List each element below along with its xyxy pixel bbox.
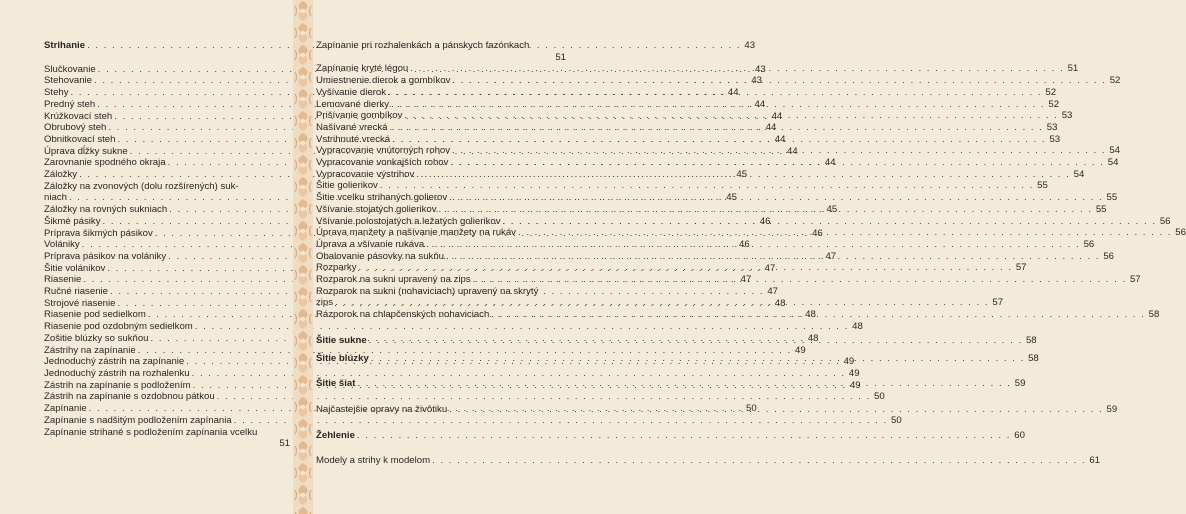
toc-page-number: 58 — [1028, 352, 1039, 364]
dot-leader — [357, 430, 1011, 442]
toc-entry-title: Úprava a všívanie rukáva — [316, 238, 425, 250]
toc-page-number: 49 — [849, 379, 861, 391]
toc-entry[interactable] — [44, 321, 863, 333]
toc-page-number: 50 — [745, 403, 757, 415]
toc-heading-title: Strihanie — [44, 40, 86, 51]
toc-page-number: 54 — [1107, 157, 1119, 169]
toc-page-number: 58 — [1148, 309, 1160, 321]
toc-page-number: 47 — [764, 262, 776, 274]
dot-leader — [491, 309, 1145, 321]
toc-page-number: 54 — [1073, 168, 1085, 180]
toc-page-number: 46 — [739, 239, 750, 251]
dot-leader — [371, 353, 1025, 365]
toc-entry-title: Záložky na rovných sukniach — [44, 204, 168, 216]
toc-entry-title: Stehy — [44, 87, 69, 99]
dot-leader — [449, 192, 1103, 204]
toc-entry-line: Záložky na zvonových (dolu rozšírených) suk- — [44, 180, 239, 192]
toc-entry-title: Volániky — [44, 239, 80, 251]
dot-leader — [359, 262, 1013, 274]
toc-entry-title: Vypracovanie výstrihov — [316, 168, 415, 180]
toc-entry-line: zips — [316, 297, 334, 309]
toc-page-number: 46 — [759, 215, 771, 227]
toc-page-number: 44 — [754, 98, 766, 110]
toc-page-number: 45 — [736, 169, 748, 181]
toc-page-number: 47 — [825, 250, 837, 262]
toc-page-number: 44 — [787, 145, 798, 157]
toc-page-number: 44 — [765, 122, 777, 134]
toc-entry-title: Úprava dĺžky sukne — [44, 145, 128, 157]
toc-entry-title: Vstrihnuté vrecká — [316, 133, 391, 145]
toc-page-number: 43 — [755, 63, 766, 75]
toc-entry-title: Riasenie pod sedielkom — [44, 309, 146, 321]
toc-entry-title: Zapínanie kryté légou — [316, 63, 409, 75]
toc-entry-title: Zástrih na zapínanie s podložením — [44, 379, 191, 391]
toc-entry-title: Vyšívanie dierok — [316, 86, 387, 98]
toc-entry[interactable] — [316, 180, 1048, 192]
dot-leader — [473, 274, 1127, 286]
dot-leader — [380, 180, 1034, 192]
toc-page-number: 52 — [1109, 75, 1121, 87]
toc-entry-title: Riasenie pod ozdobným sedielkom — [44, 321, 193, 333]
toc-page-number: 59 — [1014, 378, 1026, 390]
toc-page-number: 43 — [744, 40, 756, 51]
dot-leader — [426, 239, 1080, 251]
toc-page-number: 51 — [279, 438, 290, 450]
toc-entry[interactable] — [44, 391, 885, 403]
toc-page-number: 60 — [1014, 429, 1025, 441]
toc-entry-title: Všívanie polostojatých a ležatých golierikov — [316, 215, 501, 227]
toc-entry-title: Všívanie stojatých golierikov — [316, 203, 437, 215]
toc-page-number: 56 — [1159, 215, 1171, 227]
toc-entry-title: Jednoduchý zástrih na rozhalenku — [44, 367, 190, 379]
toc-page-number: 61 — [1089, 455, 1101, 467]
dot-leader — [503, 216, 1157, 228]
toc-entry-title: Prišívanie gombíkov — [316, 110, 403, 122]
toc-page-number: 44 — [771, 110, 783, 122]
toc-entry-title: Ručné riasenie — [44, 286, 108, 298]
toc-page-number: 47 — [740, 274, 752, 286]
toc-page-number: 49 — [848, 367, 860, 379]
toc-entry-title: Umiestnenie dierok a gombíkov — [316, 75, 451, 87]
toc-entry-title: Šitie šiat — [316, 378, 356, 390]
toc-page-number: 48 — [774, 297, 786, 309]
toc-page-number: 55 — [1106, 192, 1118, 204]
toc-entry-line: niach — [44, 192, 67, 204]
toc-page-number: 51 — [1067, 63, 1079, 75]
toc-entry-title: Zošitie blúzky so sukňou — [44, 332, 149, 344]
toc-page-number: 57 — [1015, 262, 1027, 274]
toc-page-number: 53 — [1061, 110, 1073, 122]
toc-entry-title: Úprava manžety a našívanie manžety na rukáv — [316, 227, 516, 239]
toc-entry-title: Krúžkovací steh — [44, 110, 113, 122]
toc-page-number: 52 — [1048, 98, 1060, 110]
toc-entry-title: Slučkovanie — [44, 63, 96, 75]
dot-leader — [410, 63, 1064, 75]
toc-page-number: 48 — [805, 309, 816, 321]
toc-page-number: 56 — [1083, 238, 1095, 250]
toc-page-number: 57 — [1129, 274, 1141, 286]
dot-leader — [450, 157, 1104, 169]
toc-page-number: 56 — [1175, 227, 1186, 239]
toc-entry[interactable] — [44, 414, 902, 427]
toc-entry-title: Obrubový steh — [44, 122, 107, 134]
toc-page-number: 44 — [774, 133, 786, 145]
dot-leader — [389, 122, 1043, 134]
toc-page-number: 50 — [874, 391, 885, 403]
toc-page-number: 51 — [555, 51, 566, 63]
toc-entry-line: Rozparok na sukni (nohaviciach) upravený na skrytý — [316, 285, 539, 297]
ornamental-border — [293, 0, 313, 514]
toc-entry-title: Vypracovanie vonkajších rohov — [316, 157, 449, 169]
dot-leader — [369, 332, 1023, 347]
dot-leader — [392, 134, 1046, 146]
toc-entry-title: Strojové riasenie — [44, 297, 116, 309]
toc-entry-title: Šitie golierikov — [316, 180, 378, 192]
dot-leader — [391, 99, 1045, 111]
toc-page-number: 48 — [807, 332, 819, 344]
toc-page-number: 45 — [726, 192, 737, 204]
toc-entry-title: Lemované dierky — [316, 98, 390, 110]
dot-leader — [449, 404, 1103, 416]
toc-section-modely[interactable] — [316, 455, 1101, 467]
toc-entry-title: Šikmé pásiky — [44, 215, 101, 227]
toc-entry-title: Žehlenie — [316, 429, 355, 441]
toc-entry-title: Šitie blúzky — [316, 352, 369, 364]
toc-entry-line: Zapínanie strihané s podložením zapínania vcelku — [44, 426, 258, 438]
dot-leader — [357, 378, 1011, 390]
toc-section-zehlenie[interactable] — [316, 429, 1025, 442]
toc-entry-title: Obnitkovací steh — [44, 133, 116, 145]
toc-entry-title: Zástrih na zapínanie s ozdobnou pátkou — [44, 391, 215, 403]
toc-entry-title: Príprava šikmých pásikov — [44, 227, 153, 239]
toc-page-number: 56 — [1103, 250, 1114, 262]
toc-page-number: 57 — [992, 297, 1004, 309]
toc-entry-title: Najčastejšie opravy na živôtiku — [316, 403, 448, 415]
toc-page-number: 48 — [852, 321, 863, 333]
toc-page-number: 55 — [1037, 180, 1048, 192]
dot-leader — [416, 169, 1070, 181]
toc-entry-title: Predný steh — [44, 98, 96, 110]
toc-page-number: 45 — [826, 204, 838, 216]
toc-entry-title: Zapínanie s nadšitým podložením zapínania — [44, 414, 232, 426]
toc-entry-title: Príprava pásikov na volániky — [44, 250, 167, 262]
toc-entry-title: Zarovnanie spodného okraja — [44, 157, 166, 169]
toc-page-number: 58 — [1025, 334, 1037, 346]
toc-entry-title: Modely a strihy k modelom — [316, 455, 431, 467]
toc-page-number: 55 — [1095, 203, 1107, 215]
toc-page-number: 54 — [1109, 145, 1121, 157]
toc-wrapped-entry[interactable] — [316, 40, 566, 63]
dot-leader — [335, 297, 989, 309]
dot-leader — [452, 75, 1106, 87]
toc-entry-title: Šitie vcelku strihaných golierov — [316, 192, 448, 204]
toc-entry-title: Rázporok na chlapčenských nohaviciach — [316, 309, 490, 321]
dot-leader — [439, 204, 1093, 216]
toc-entry-line: Zapínanie pri rozhalenkách a pánskych fazónkach — [316, 40, 530, 51]
toc-page-number: 46 — [812, 227, 823, 239]
toc-page-number: 49 — [843, 356, 855, 368]
toc-page-number: 52 — [1045, 86, 1057, 98]
toc-page-number: 43 — [751, 75, 762, 87]
toc-entry-title: Rozparky — [316, 262, 357, 274]
toc-wrapped-entry[interactable] — [44, 427, 290, 450]
toc-entry-title: Vypracovanie vnútorných rohov — [316, 145, 451, 157]
toc-page-number: 53 — [1046, 121, 1058, 133]
toc-entry[interactable] — [44, 344, 806, 357]
toc-entry[interactable] — [44, 367, 860, 380]
dot-leader — [432, 455, 1086, 467]
toc-entry-title: Šitie volánikov — [44, 262, 106, 274]
toc-entry-title: Záložky — [44, 169, 78, 181]
dot-leader — [452, 145, 1106, 157]
dot-leader — [404, 110, 1058, 122]
dot-leader — [446, 251, 1100, 263]
toc-entry-title: Našívané vrecká — [316, 121, 388, 133]
toc-page-number: 44 — [727, 87, 739, 99]
toc-entry-title: Rozparok na sukni upravený na zips — [316, 274, 471, 286]
dot-leader — [388, 87, 1042, 99]
toc-page-number: 49 — [795, 344, 806, 356]
toc-entry-title: Riasenie — [44, 274, 82, 286]
toc-page-number: 47 — [767, 286, 778, 298]
toc-page-number: 59 — [1106, 403, 1118, 415]
dot-leader — [518, 227, 1172, 239]
toc-entry-title: Zástrihy na zapínanie — [44, 344, 136, 356]
toc-entry-title: Šitie sukne — [316, 334, 367, 346]
toc-entry-title: Jednoduchý zástrih na zapínanie — [44, 356, 185, 368]
toc-entry-title: Obalovanie pásovky na sukňu — [316, 250, 444, 262]
toc-page-number: 53 — [1049, 133, 1061, 145]
toc-page-number: 50 — [891, 414, 902, 426]
toc-page-number: 44 — [824, 157, 836, 169]
toc-entry-title: Stehovanie — [44, 75, 93, 87]
toc-entry-title: Zapínanie — [44, 403, 87, 415]
